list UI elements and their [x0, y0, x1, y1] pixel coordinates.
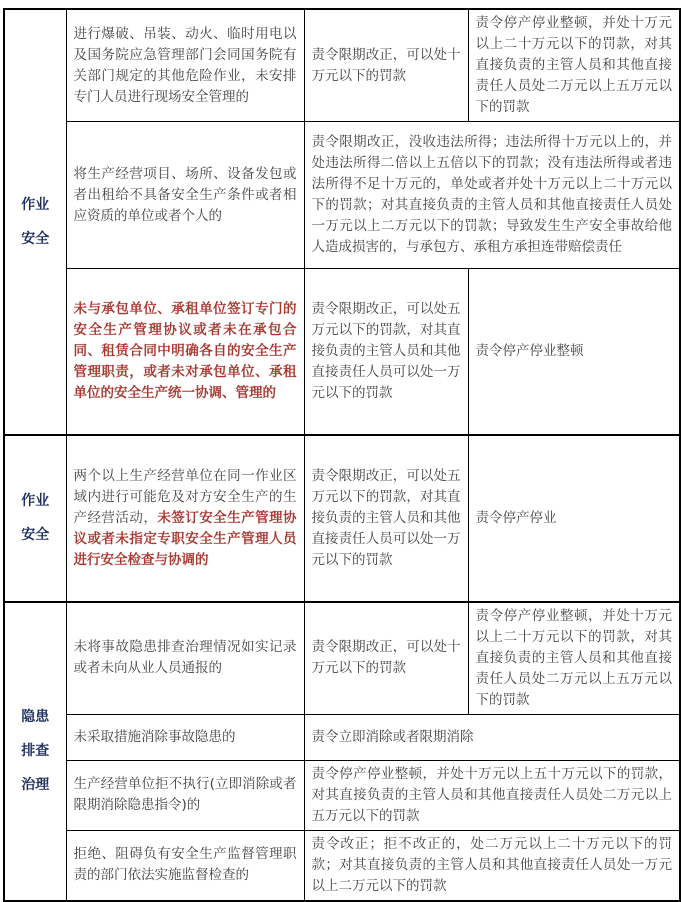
category-cell-work-safety-2 [4, 435, 66, 602]
penalty-text: 责令限期改正，可以处十万元以下的罚款 [311, 639, 461, 676]
penalty-text: 责令限期改正，可以处十万元以下的罚款 [311, 46, 461, 84]
violation-cell [66, 269, 304, 435]
violation-cell [66, 9, 304, 122]
violation-text: 未采取措施消除事故隐患的 [73, 728, 236, 745]
table-row [4, 602, 680, 715]
penalty-text: 责令改正；拒不改正的，处二万元以上二十万元以下的罚款；对其直接负责的主管人员和其他直接责任人员处一万元以上二万元以下的罚款 [311, 835, 672, 894]
penalty-secondary-cell [468, 9, 680, 122]
violation-cell [66, 714, 304, 760]
penalty-text: 责令停产停业整顿 [475, 342, 584, 359]
violation-text: 两个以上生产经营单位在同一作业区域内进行可能危及对方安全生产的生产经营活动， [73, 467, 297, 526]
penalty-primary-cell [304, 269, 468, 435]
penalty-text: 责令限期改正，可以处五万元以下的罚款，对其直接负责的主管人员和其他直接责任人员可以处一万元以下的罚款 [311, 300, 461, 401]
violation-text: 将生产经营项目、场所、设备发包或者出租给不具备安全生产条件或者相应资质的单位或者个人的 [73, 165, 297, 224]
violation-cell [66, 830, 304, 901]
table-row [4, 122, 680, 269]
table-row [4, 435, 680, 602]
violation-text: 进行爆破、吊装、动火、临时用电以及国务院应急管理部门会同国务院有关部门规定的其他危险作业，未安排专门人员进行现场安全管理的 [73, 25, 297, 105]
violation-text: 生产经营单位拒不执行(立即消除或者限期消除隐患指令)的 [73, 776, 297, 813]
table-row [4, 714, 680, 760]
penalty-table [3, 8, 681, 902]
violation-cell [66, 760, 304, 830]
violation-text: 未将事故隐患排查治理情况如实记录或者未向从业人员通报的 [73, 639, 297, 676]
violation-text-emphasis: 未签订安全生产管理协议或者未指定专职安全生产管理人员进行安全检查与协调的 [73, 509, 297, 568]
penalty-primary-cell [304, 9, 468, 122]
table-row [4, 9, 680, 122]
penalty-text: 责令立即消除或者限期消除 [311, 728, 474, 745]
penalty-merged-cell [304, 122, 680, 269]
category-label: 隐患排查治理 [21, 709, 50, 793]
violation-cell [66, 435, 304, 602]
penalty-secondary-cell [468, 269, 680, 435]
violation-text-emphasis: 未与承包单位、承租单位签订专门的安全生产管理协议或者未在承包合同、租赁合同中明确各自的安全生产管理职责，或者未对承包单位、承租单位的安全生产统一协调、管理的 [73, 300, 297, 401]
penalty-merged-cell [304, 830, 680, 901]
category-cell-work-safety-1 [4, 9, 66, 435]
penalty-text: 责令停产停业整顿，并处十万元以上五十万元以下的罚款，对其直接负责的主管人员和其他直接责任人员处二万元以上五万元以下的罚款 [311, 765, 672, 824]
penalty-text: 责令停产停业整顿，并处十万元以上二十万元以下的罚款，对其直接负责的主管人员和其他直接责任人员处二万元以上五万元以下的罚款 [475, 607, 672, 708]
penalty-text: 责令停产停业 [475, 509, 557, 526]
penalty-text: 责令限期改正，可以处五万元以下的罚款，对其直接负责的主管人员和其他直接责任人员可以处一万元以下的罚款 [311, 467, 461, 568]
violation-cell [66, 602, 304, 715]
penalty-text: 责令停产停业整顿，并处十万元以上二十万元以下的罚款，对其直接负责的主管人员和其他直接责任人员处二万元以上五万元以下的罚款 [475, 15, 672, 115]
violation-cell [66, 122, 304, 269]
penalty-primary-cell [304, 435, 468, 602]
table-row [4, 830, 680, 901]
penalty-merged-cell [304, 714, 680, 760]
table-row [4, 760, 680, 830]
violation-text: 拒绝、阻碍负有安全生产监督管理职责的部门依法实施监督检查的 [73, 846, 297, 883]
category-cell-hazard-inspection [4, 602, 66, 901]
category-label: 作业安全 [21, 196, 50, 247]
penalty-merged-cell [304, 760, 680, 830]
penalty-text: 责令限期改正，没收违法所得；违法所得十万元以上的，并处违法所得二倍以上五倍以下的罚款；没有违法所得或者违法所得不足十万元的，单处或者并处十万元以上二十万元以下的罚款；对其直接负责的主管人员和其他直接责任人员处一万元以上二万元以下的罚款；导致发生生产安全事故给他人造成损害的，与承包方、承租方承担连带赔偿责任 [311, 134, 672, 255]
penalty-primary-cell [304, 602, 468, 715]
category-label: 作业安全 [21, 493, 50, 543]
table-row [4, 269, 680, 435]
penalty-secondary-cell [468, 435, 680, 602]
penalty-secondary-cell [468, 602, 680, 715]
